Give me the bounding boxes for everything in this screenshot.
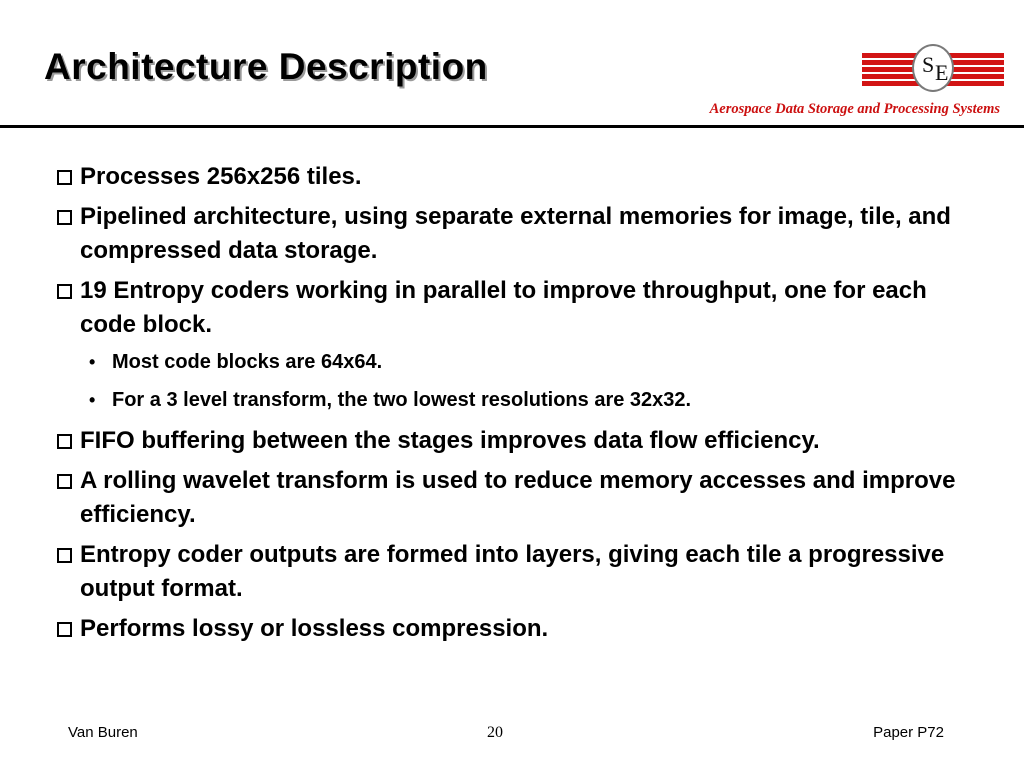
bullet-list: [56, 160, 956, 652]
dot-bullet-icon: •: [89, 390, 96, 410]
footer-author: Van Buren: [68, 724, 138, 741]
bullet-item: [56, 612, 956, 646]
sub-bullet-item: [56, 386, 956, 414]
hollow-square-bullet-icon: [57, 170, 72, 185]
bullet-item: [56, 424, 956, 458]
company-tagline: Aerospace Data Storage and Processing Systems: [709, 101, 1000, 117]
hollow-square-bullet-icon: [57, 434, 72, 449]
sub-bullet-text: For a 3 level transform, the two lowest resolutions are 32x32.: [112, 389, 692, 411]
header-divider: [0, 125, 1024, 128]
bullet-item: [56, 274, 956, 342]
page-title: Architecture Description: [44, 46, 488, 87]
bullet-text: Performs lossy or lossless compression.: [80, 615, 549, 642]
hollow-square-bullet-icon: [57, 284, 72, 299]
bullet-text: Pipelined architecture, using separate external memories for image, tile, and compressed data storage.: [80, 203, 951, 264]
hollow-square-bullet-icon: [57, 474, 72, 489]
bullet-item: [56, 200, 956, 268]
footer-paper-id: Paper P72: [873, 724, 944, 741]
sub-bullet-text: Most code blocks are 64x64.: [112, 351, 383, 373]
hollow-square-bullet-icon: [57, 548, 72, 563]
bullet-item: [56, 160, 956, 194]
bullet-text: Entropy coder outputs are formed into layers, giving each tile a progressive output format.: [80, 541, 945, 602]
bullet-text: A rolling wavelet transform is used to reduce memory accesses and improve efficiency.: [80, 467, 956, 528]
hollow-square-bullet-icon: [57, 622, 72, 637]
logo-letter-e: E: [935, 60, 949, 85]
logo-letter-s: S: [922, 52, 935, 77]
bullet-item: [56, 464, 956, 532]
sub-bullet-item: [56, 348, 956, 376]
bullet-item: [56, 538, 956, 606]
bullet-text: FIFO buffering between the stages improves data flow efficiency.: [80, 427, 820, 454]
se-logo: [862, 44, 1004, 96]
hollow-square-bullet-icon: [57, 210, 72, 225]
dot-bullet-icon: •: [89, 352, 96, 372]
bullet-text: Processes 256x256 tiles.: [80, 163, 362, 190]
footer-page-number: 20: [487, 724, 503, 741]
bullet-text: 19 Entropy coders working in parallel to improve throughput, one for each code block.: [80, 277, 927, 338]
